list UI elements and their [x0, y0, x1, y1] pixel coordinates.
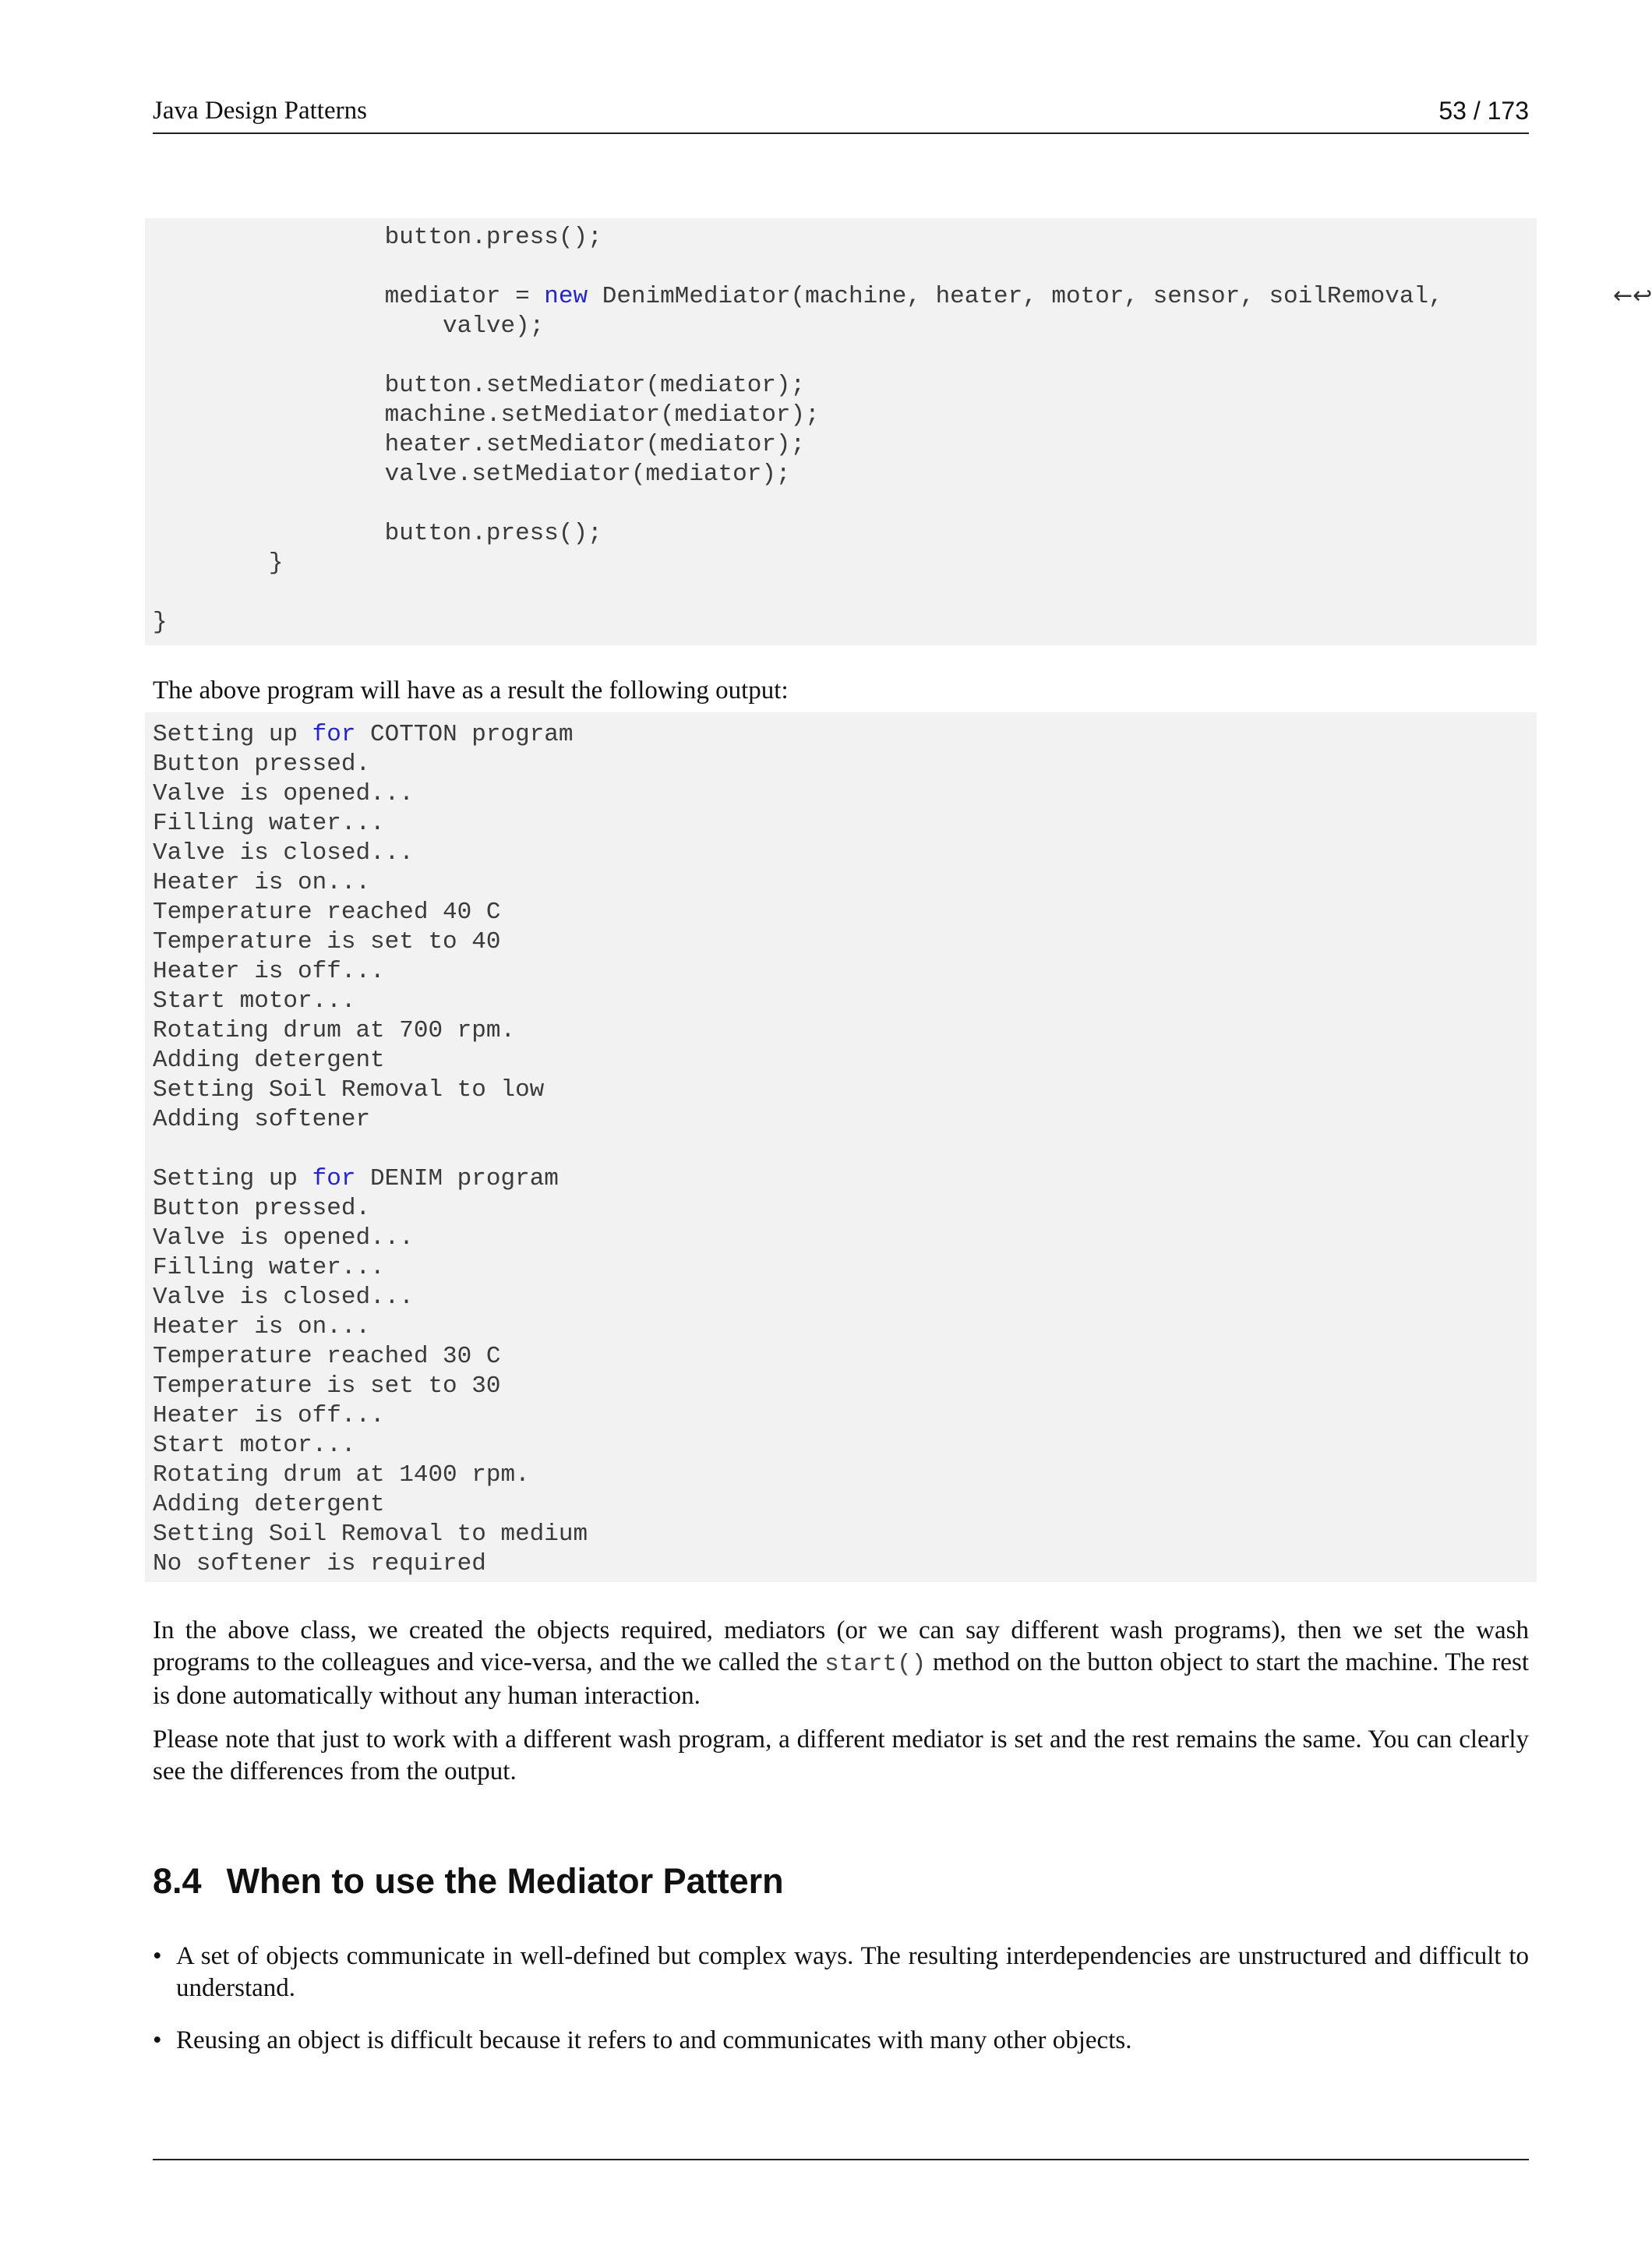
program-output: [145, 712, 1537, 1582]
list-item-text: A set of objects communicate in well-defined but complex ways. The resulting interdependencies are unstructured and difficult to understand.: [176, 1942, 1529, 2002]
line-continuation-icon: ←↩: [1613, 282, 1652, 309]
page-header: [153, 97, 1529, 134]
section-number: 8.4: [153, 1861, 202, 1901]
inline-code: start(): [824, 1651, 927, 1678]
paragraph-text: method on the button object to start the machine. The rest is done automatically without any human interaction.: [153, 1648, 1529, 1710]
page-number: 53 / 173: [1438, 97, 1529, 125]
section-title: When to use the Mediator Pattern: [226, 1861, 784, 1901]
footer-rule: [153, 2159, 1529, 2160]
paragraph-text: In the above class, we created the objects required, mediators (or we can say different wash programs), then we set the wash programs to the colleagues and vice-versa, and the we called the: [153, 1616, 1529, 1676]
list-item-text: Reusing an object is difficult because it refers to and communicates with many other objects.: [176, 2026, 1132, 2054]
output-intro: The above program will have as a result the following output:: [153, 676, 789, 705]
bullet-icon: •: [153, 2026, 162, 2054]
code-listing-text: button.press(); mediator = new DenimMediator(machine, heater, motor, sensor, soilRemoval, valve); button.setMediator(mediator); machine.setMediator(mediator); heater.setMediator(mediator); valve.setMediator(mediator); button.press(); } }: [153, 224, 1443, 636]
program-output-text: Setting up for COTTON program Button pressed. Valve is opened... Filling water... Valve is closed... Heater is on... Temperature reached 40 C Temperature is set to 40 Heater is off... Start motor... Rotating drum at 700 rpm. Adding detergent Setting Soil Removal to low Adding softener Setting up for DENIM program Button pressed. Valve is opened... Filling water... Valve is closed... Heater is on... Temperature reached 30 C Temperature is set to 30 Heater is off... Start motor... Rotating drum at 1400 rpm. Adding detergent Setting Soil Removal to medium No softener is required: [153, 721, 588, 1577]
usage-list: [153, 1941, 1529, 2057]
running-title: Java Design Patterns: [153, 97, 367, 125]
list-item: [153, 2025, 1529, 2057]
list-item: [153, 1941, 1529, 2004]
code-listing: [145, 218, 1652, 645]
bullet-icon: •: [153, 1942, 162, 1970]
section-heading: [153, 1861, 784, 1902]
note-paragraph: Please note that just to work with a different wash program, a different mediator is set and the rest remains the same. You can clearly see the differences from the output.: [153, 1725, 1529, 1785]
explanation-paragraph: [153, 1615, 1529, 1712]
